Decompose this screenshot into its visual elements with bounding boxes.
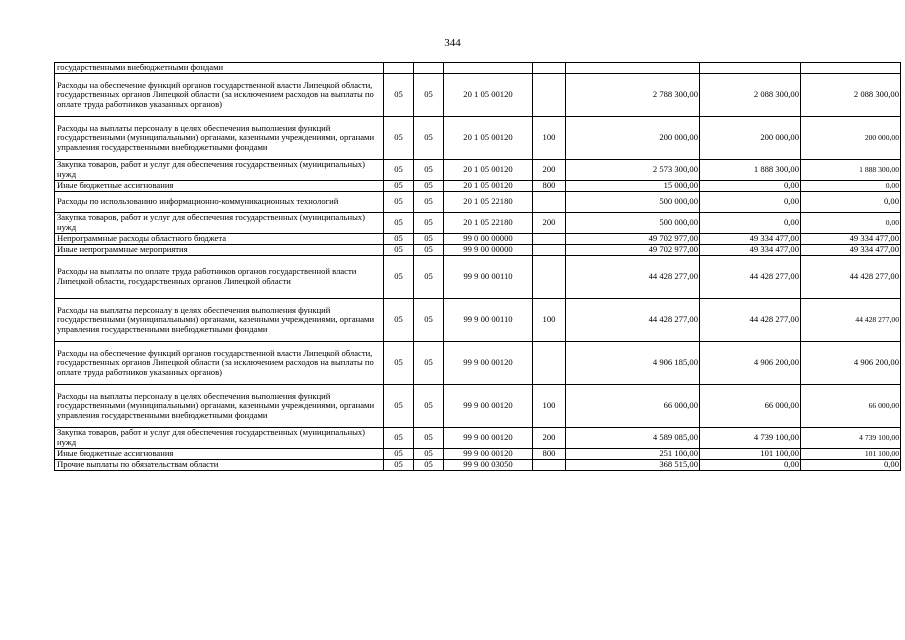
budget-table (54, 62, 901, 471)
name-cell: Иные бюджетные ассигнования (55, 449, 384, 460)
subsection-code-cell: 05 (414, 234, 444, 245)
subsection-code-cell: 05 (414, 385, 444, 428)
amount-year3-cell: 0,00 (801, 460, 901, 471)
section-code-cell: 05 (384, 342, 414, 385)
expense-type-cell: 200 (533, 160, 566, 181)
name-cell: Закупка товаров, работ и услуг для обеспечения государственных (муниципальных) нужд (55, 428, 384, 449)
section-code-cell: 05 (384, 74, 414, 117)
amount-year1-cell: 251 100,00 (566, 449, 700, 460)
amount-year2-cell: 2 088 300,00 (700, 74, 801, 117)
table-row (55, 299, 901, 342)
section-code-cell: 05 (384, 428, 414, 449)
budget-table-body (55, 63, 901, 471)
expense-type-cell: 100 (533, 299, 566, 342)
section-code-cell: 05 (384, 299, 414, 342)
target-article-cell: 99 9 00 00120 (444, 428, 533, 449)
target-article-cell: 99 9 00 03050 (444, 460, 533, 471)
subsection-code-cell: 05 (414, 245, 444, 256)
amount-year1-cell: 4 906 185,00 (566, 342, 700, 385)
amount-year3-cell: 2 088 300,00 (801, 74, 901, 117)
table-row (55, 234, 901, 245)
expense-type-cell: 100 (533, 385, 566, 428)
subsection-code-cell (414, 63, 444, 74)
subsection-code-cell: 05 (414, 428, 444, 449)
expense-type-cell (533, 234, 566, 245)
expense-type-cell: 100 (533, 117, 566, 160)
section-code-cell: 05 (384, 245, 414, 256)
name-cell: Расходы на выплаты персоналу в целях обеспечения выполнения функций государственными (муниципальными) органами, казенными учреждениями, органами управления государственными внебюджетными фондами (55, 117, 384, 160)
amount-year3-cell (801, 63, 901, 74)
target-article-cell: 99 9 00 00110 (444, 256, 533, 299)
section-code-cell: 05 (384, 234, 414, 245)
subsection-code-cell: 05 (414, 160, 444, 181)
expense-type-cell: 200 (533, 428, 566, 449)
section-code-cell: 05 (384, 213, 414, 234)
amount-year3-cell: 101 100,00 (801, 449, 901, 460)
section-code-cell (384, 63, 414, 74)
expense-type-cell (533, 245, 566, 256)
section-code-cell: 05 (384, 449, 414, 460)
table-row (55, 460, 901, 471)
amount-year1-cell: 4 589 085,00 (566, 428, 700, 449)
table-row (55, 342, 901, 385)
expense-type-cell: 200 (533, 213, 566, 234)
amount-year1-cell: 44 428 277,00 (566, 299, 700, 342)
amount-year3-cell: 44 428 277,00 (801, 256, 901, 299)
target-article-cell: 99 9 00 00000 (444, 245, 533, 256)
section-code-cell: 05 (384, 192, 414, 213)
target-article-cell: 20 1 05 00120 (444, 117, 533, 160)
expense-type-cell (533, 74, 566, 117)
target-article-cell: 20 1 05 00120 (444, 181, 533, 192)
target-article-cell: 20 1 05 00120 (444, 74, 533, 117)
table-row (55, 160, 901, 181)
amount-year2-cell: 44 428 277,00 (700, 299, 801, 342)
amount-year3-cell: 0,00 (801, 213, 901, 234)
amount-year2-cell: 44 428 277,00 (700, 256, 801, 299)
subsection-code-cell: 05 (414, 449, 444, 460)
section-code-cell: 05 (384, 256, 414, 299)
amount-year3-cell: 4 906 200,00 (801, 342, 901, 385)
table-row (55, 213, 901, 234)
amount-year1-cell: 368 515,00 (566, 460, 700, 471)
amount-year2-cell: 49 334 477,00 (700, 245, 801, 256)
target-article-cell: 99 0 00 00000 (444, 234, 533, 245)
name-cell: Закупка товаров, работ и услуг для обеспечения государственных (муниципальных) нужд (55, 213, 384, 234)
amount-year3-cell: 1 888 300,00 (801, 160, 901, 181)
expense-type-cell (533, 460, 566, 471)
amount-year3-cell: 0,00 (801, 192, 901, 213)
expense-type-cell (533, 192, 566, 213)
table-row (55, 181, 901, 192)
name-cell: Расходы на выплаты по оплате труда работников органов государственной власти Липецкой области, государственных органов Липецкой области (55, 256, 384, 299)
name-cell: Расходы по использованию информационно-коммуникационных технологий (55, 192, 384, 213)
name-cell: Расходы на обеспечение функций органов государственной власти Липецкой области, государственных органов Липецкой области (за исключением расходов на выплаты по оплате труда работников указанных органов) (55, 342, 384, 385)
target-article-cell: 20 1 05 22180 (444, 192, 533, 213)
target-article-cell: 99 9 00 00120 (444, 342, 533, 385)
table-row (55, 449, 901, 460)
amount-year1-cell: 200 000,00 (566, 117, 700, 160)
amount-year1-cell: 66 000,00 (566, 385, 700, 428)
expense-type-cell: 800 (533, 449, 566, 460)
amount-year2-cell: 200 000,00 (700, 117, 801, 160)
amount-year2-cell: 49 334 477,00 (700, 234, 801, 245)
table-row (55, 428, 901, 449)
table-row (55, 245, 901, 256)
amount-year1-cell: 500 000,00 (566, 213, 700, 234)
expense-type-cell: 800 (533, 181, 566, 192)
name-cell: Расходы на выплаты персоналу в целях обеспечения выполнения функций государственными (муниципальными) органами, казенными учреждениями, органами управления государственными внебюджетными фондами (55, 385, 384, 428)
amount-year3-cell: 49 334 477,00 (801, 234, 901, 245)
amount-year2-cell: 4 906 200,00 (700, 342, 801, 385)
section-code-cell: 05 (384, 385, 414, 428)
page-number: 344 (444, 37, 461, 49)
amount-year2-cell: 0,00 (700, 181, 801, 192)
section-code-cell: 05 (384, 160, 414, 181)
subsection-code-cell: 05 (414, 192, 444, 213)
amount-year1-cell: 2 788 300,00 (566, 74, 700, 117)
amount-year2-cell: 1 888 300,00 (700, 160, 801, 181)
name-cell: Иные бюджетные ассигнования (55, 181, 384, 192)
table-row (55, 385, 901, 428)
expense-type-cell (533, 342, 566, 385)
subsection-code-cell: 05 (414, 181, 444, 192)
subsection-code-cell: 05 (414, 74, 444, 117)
amount-year1-cell: 15 000,00 (566, 181, 700, 192)
amount-year1-cell (566, 63, 700, 74)
amount-year3-cell: 200 000,00 (801, 117, 901, 160)
name-cell: Расходы на выплаты персоналу в целях обеспечения выполнения функций государственными (муниципальными) органами, казенными учреждениями, органами управления государственными внебюджетными фондами (55, 299, 384, 342)
subsection-code-cell: 05 (414, 256, 444, 299)
amount-year2-cell: 0,00 (700, 460, 801, 471)
amount-year1-cell: 49 702 977,00 (566, 245, 700, 256)
amount-year1-cell: 500 000,00 (566, 192, 700, 213)
amount-year2-cell: 0,00 (700, 213, 801, 234)
amount-year3-cell: 49 334 477,00 (801, 245, 901, 256)
section-code-cell: 05 (384, 117, 414, 160)
amount-year3-cell: 0,00 (801, 181, 901, 192)
table-row (55, 117, 901, 160)
amount-year2-cell: 4 739 100,00 (700, 428, 801, 449)
amount-year2-cell: 0,00 (700, 192, 801, 213)
name-cell: Прочие выплаты по обязательствам области (55, 460, 384, 471)
target-article-cell: 20 1 05 00120 (444, 160, 533, 181)
name-cell: Непрограммные расходы областного бюджета (55, 234, 384, 245)
subsection-code-cell: 05 (414, 460, 444, 471)
name-cell: Расходы на обеспечение функций органов государственной власти Липецкой области, государственных органов Липецкой области (за исключением расходов на выплаты по оплате труда работников указанных органов) (55, 74, 384, 117)
target-article-cell (444, 63, 533, 74)
section-code-cell: 05 (384, 460, 414, 471)
amount-year1-cell: 2 573 300,00 (566, 160, 700, 181)
amount-year3-cell: 66 000,00 (801, 385, 901, 428)
section-code-cell: 05 (384, 181, 414, 192)
table-row (55, 192, 901, 213)
amount-year3-cell: 4 739 100,00 (801, 428, 901, 449)
subsection-code-cell: 05 (414, 299, 444, 342)
name-cell: Иные непрограммные мероприятия (55, 245, 384, 256)
amount-year1-cell: 44 428 277,00 (566, 256, 700, 299)
expense-type-cell (533, 256, 566, 299)
target-article-cell: 99 9 00 00110 (444, 299, 533, 342)
amount-year2-cell: 66 000,00 (700, 385, 801, 428)
table-row (55, 256, 901, 299)
name-cell: государственными внебюджетными фондами (55, 63, 384, 74)
table-row (55, 74, 901, 117)
amount-year3-cell: 44 428 277,00 (801, 299, 901, 342)
amount-year2-cell: 101 100,00 (700, 449, 801, 460)
name-cell: Закупка товаров, работ и услуг для обеспечения государственных (муниципальных) нужд (55, 160, 384, 181)
target-article-cell: 99 9 00 00120 (444, 385, 533, 428)
amount-year1-cell: 49 702 977,00 (566, 234, 700, 245)
expense-type-cell (533, 63, 566, 74)
amount-year2-cell (700, 63, 801, 74)
table-row (55, 63, 901, 74)
subsection-code-cell: 05 (414, 213, 444, 234)
subsection-code-cell: 05 (414, 342, 444, 385)
target-article-cell: 20 1 05 22180 (444, 213, 533, 234)
subsection-code-cell: 05 (414, 117, 444, 160)
target-article-cell: 99 9 00 00120 (444, 449, 533, 460)
